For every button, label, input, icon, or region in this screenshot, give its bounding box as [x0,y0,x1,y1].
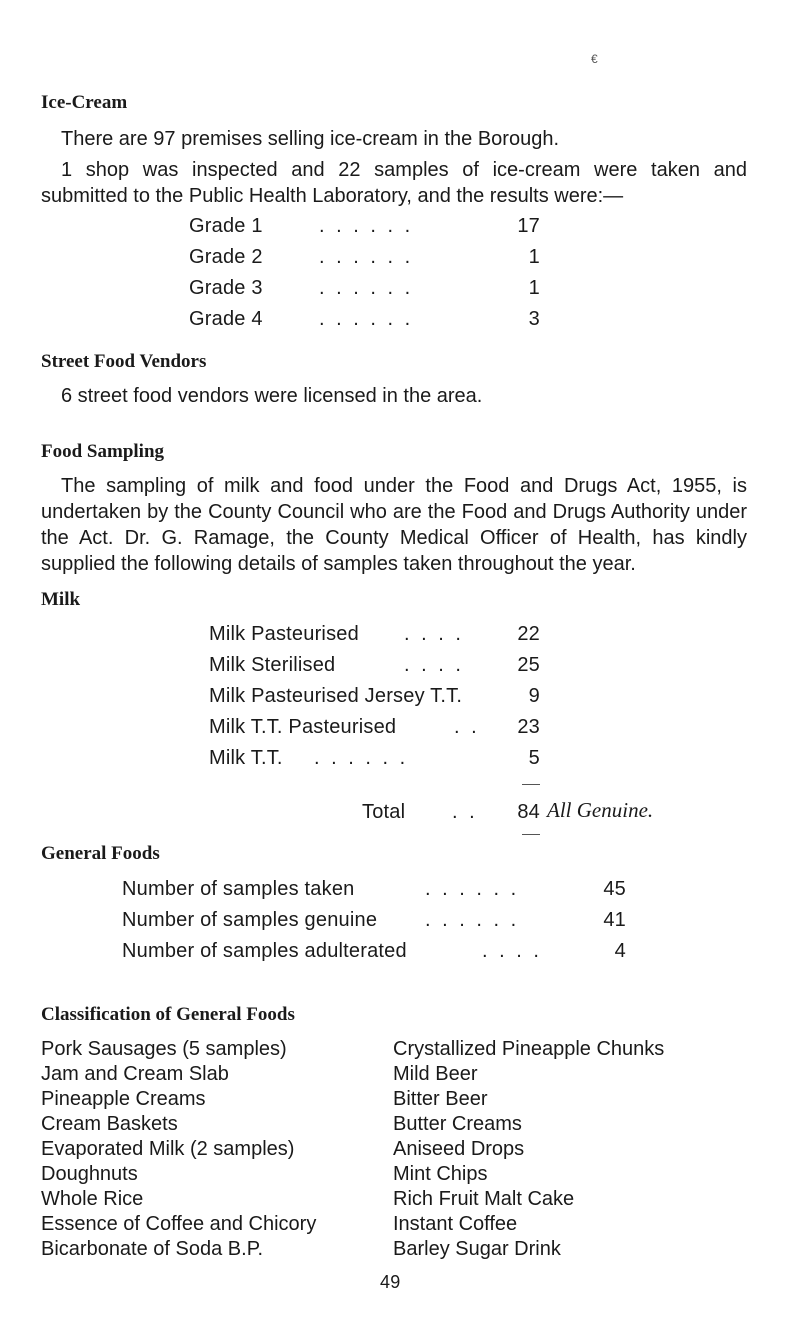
list-item: Pineapple Creams [41,1088,206,1110]
milk-row-value: 22 [517,623,540,645]
milk-row-value: 9 [528,685,540,707]
leader-dots: . . . . . . [319,215,414,237]
milk-row-label: Milk Sterilised [209,654,336,676]
general-foods-row-label: Number of samples taken [122,878,355,900]
classification-heading: Classification of General Foods [41,1004,295,1025]
general-foods-row-label: Number of samples genuine [122,909,378,931]
food-sampling-heading: Food Sampling [41,441,165,462]
grade-value: 1 [528,246,540,268]
milk-row-label: Milk Pasteurised Jersey T.T. [209,685,463,707]
list-item: Evaporated Milk (2 samples) [41,1138,295,1160]
grade-label: Grade 2 [189,246,263,268]
leader-dots: . . [454,716,480,738]
milk-row-value: 5 [528,747,540,769]
milk-heading: Milk [41,589,81,610]
milk-row-label: Milk T.T. Pasteurised [209,716,397,738]
list-item: Bitter Beer [393,1088,488,1110]
milk-row-label: Milk T.T. [209,747,283,769]
list-item: Instant Coffee [393,1213,518,1235]
list-item: Mild Beer [393,1063,478,1085]
leader-dots: . . [452,801,478,823]
milk-row-label: Milk Pasteurised [209,623,359,645]
sum-rule [522,784,540,785]
list-item: Butter Creams [393,1113,522,1135]
grade-label: Grade 3 [189,277,263,299]
milk-total-value: 84 [517,801,540,823]
classification-right-column [393,1037,793,1262]
leader-dots: . . . . . . [319,246,414,268]
milk-total-label: Total [362,801,406,823]
list-item: Jam and Cream Slab [41,1063,229,1085]
leader-dots: . . . . . . [425,909,520,931]
grade-value: 17 [517,215,540,237]
milk-row-value: 25 [517,654,540,676]
list-item: Bicarbonate of Soda B.P. [41,1238,264,1260]
ice-cream-heading: Ice-Cream [41,92,128,113]
list-item: Cream Baskets [41,1113,178,1135]
general-foods-row-value: 41 [603,909,626,931]
list-item: Aniseed Drops [393,1138,525,1160]
general-foods-row-value: 45 [603,878,626,900]
street-food-text: 6 street food vendors were licensed in the area. [61,385,483,407]
ice-cream-samples-text: 1 shop was inspected and 22 samples of ice-cream were taken and submitted to the Public Health Laboratory, and the results were:— [41,159,747,207]
general-foods-heading: General Foods [41,843,160,864]
leader-dots: . . . . [482,940,542,962]
list-item: Mint Chips [393,1163,488,1185]
list-item: Essence of Coffee and Chicory [41,1213,317,1235]
general-foods-row-value: 4 [614,940,626,962]
milk-row-value: 23 [517,716,540,738]
list-item: Rich Fruit Malt Cake [393,1188,575,1210]
grade-value: 3 [528,308,540,330]
sum-rule [522,834,540,835]
list-item: Pork Sausages (5 samples) [41,1038,287,1060]
grade-value: 1 [528,277,540,299]
page-number: 49 [380,1272,401,1292]
leader-dots: . . . . . . [314,747,409,769]
leader-dots: . . . . [404,623,464,645]
grade-label: Grade 1 [189,215,263,237]
leader-dots: . . . . . . [319,308,414,330]
general-foods-row-label: Number of samples adulterated [122,940,407,962]
grade-label: Grade 4 [189,308,263,330]
list-item: Whole Rice [41,1188,144,1210]
ice-cream-premises-text: There are 97 premises selling ice-cream in the Borough. [61,128,560,150]
food-sampling-text: The sampling of milk and food under the Food and Drugs Act, 1955, is undertaken by the County Council who are the Food and Drugs Authority under the Act. Dr. G. Ramage, the County Medical Officer of Health, has kindly supplied the following details of samples taken throughout the year. [41,475,747,575]
leader-dots: . . . . . . [319,277,414,299]
leader-dots: . . . . . . [425,878,520,900]
list-item: Barley Sugar Drink [393,1238,561,1260]
classification-left-column [41,1037,316,1262]
street-food-heading: Street Food Vendors [41,351,207,372]
list-item: Doughnuts [41,1163,138,1185]
leader-dots: . . . . [404,654,464,676]
list-item: Crystallized Pineapple Chunks [393,1038,665,1060]
stray-mark: € [591,52,598,66]
milk-total-note: All Genuine. [547,798,654,822]
